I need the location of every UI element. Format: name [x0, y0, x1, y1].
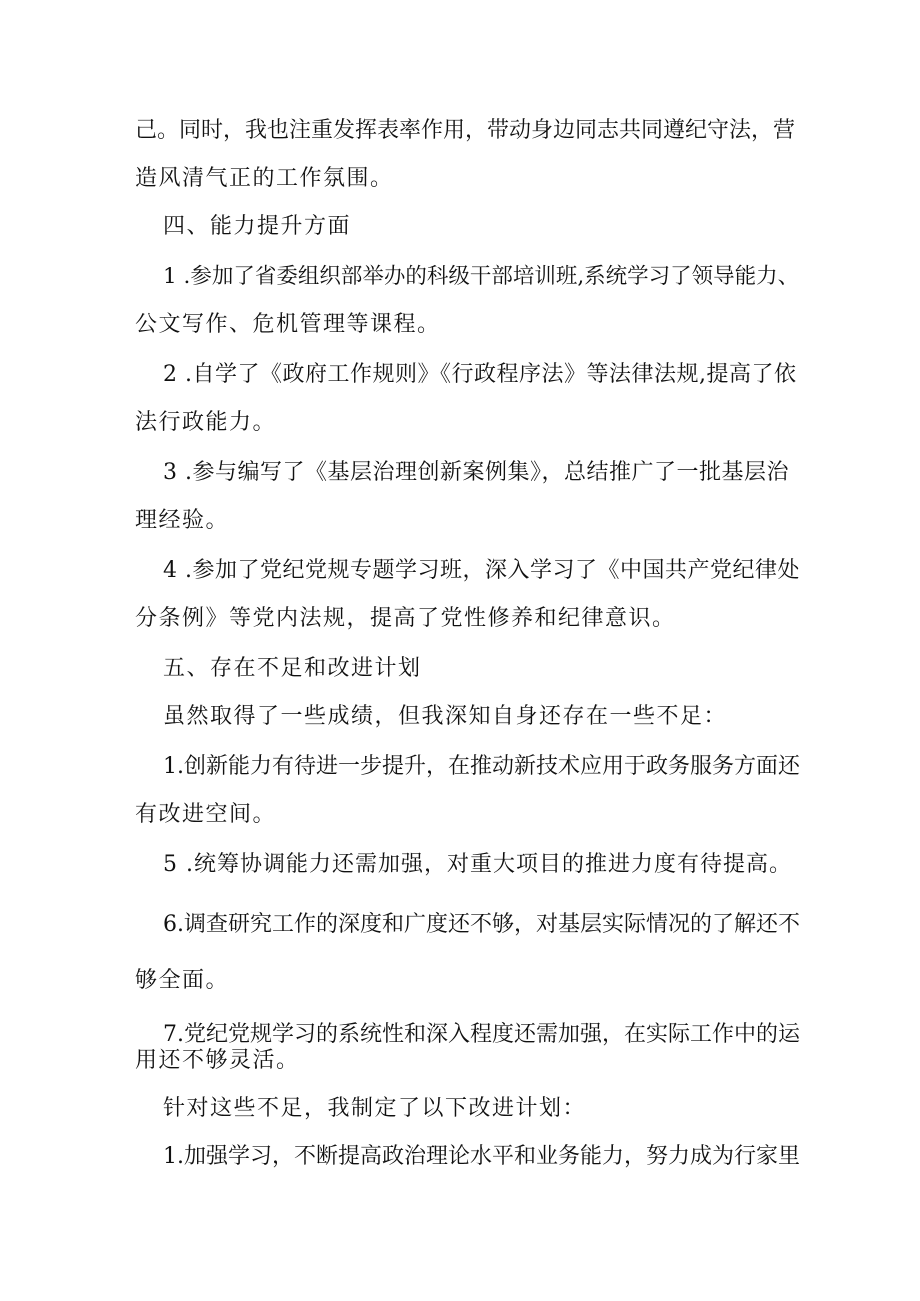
- list-item-text: 6.调查研究工作的深度和广度还不够，对基层实际情况的了解还不: [163, 912, 800, 937]
- body-text-line: 用还不够灵活。: [135, 1048, 300, 1073]
- list-item-text: 1.创新能力有待进一步提升，在推动新技术应用于政务服务方面还: [163, 754, 800, 779]
- body-text-line: 有改进空间。: [135, 802, 277, 827]
- list-item-text: 3 .参与编写了《基层治理创新案例集》，总结推广了一批基层治: [163, 460, 789, 485]
- list-item-text: 1 .参加了省委组织部举办的科级干部培训班,系统学习了领导能力、: [163, 264, 800, 289]
- body-text-line: 虽然取得了一些成绩，但我深知自身还存在一些不足：: [163, 704, 728, 729]
- body-text-line: 理经验。: [135, 508, 230, 533]
- list-item-text: 7.党纪党规学习的系统性和深入程度还需加强，在实际工作中的运: [163, 1022, 800, 1047]
- body-text-line: 分条例》等党内法规，提高了党性修养和纪律意识。: [135, 606, 676, 631]
- section-heading: 四、能力提升方面: [163, 214, 352, 239]
- body-text-line: 够全面。: [135, 968, 230, 993]
- list-item-text: 1.加强学习，不断提高政治理论水平和业务能力，努力成为行家里: [163, 1144, 800, 1169]
- list-item-text: 4 .参加了党纪党规专题学习班，深入学习了《中国共产党纪律处: [163, 558, 800, 583]
- body-text-line: 针对这些不足，我制定了以下改进计划：: [163, 1096, 587, 1121]
- body-text-line: 公文写作、危机管理等课程。: [135, 312, 441, 337]
- list-item-text: 2 .自学了《政府工作规则》《行政程序法》等法律法规,提高了依: [163, 362, 797, 387]
- body-text-line: 己。同时，我也注重发挥表率作用，带动身边同志共同遵纪守法，营: [135, 118, 796, 143]
- body-text-line: 造风清气正的工作氛围。: [135, 166, 394, 191]
- body-text-line: 法行政能力。: [135, 410, 277, 435]
- section-heading: 五、存在不足和改进计划: [163, 656, 422, 681]
- list-item-text: 5 .统筹协调能力还需加强，对重大项目的推进力度有待提高。: [163, 852, 792, 877]
